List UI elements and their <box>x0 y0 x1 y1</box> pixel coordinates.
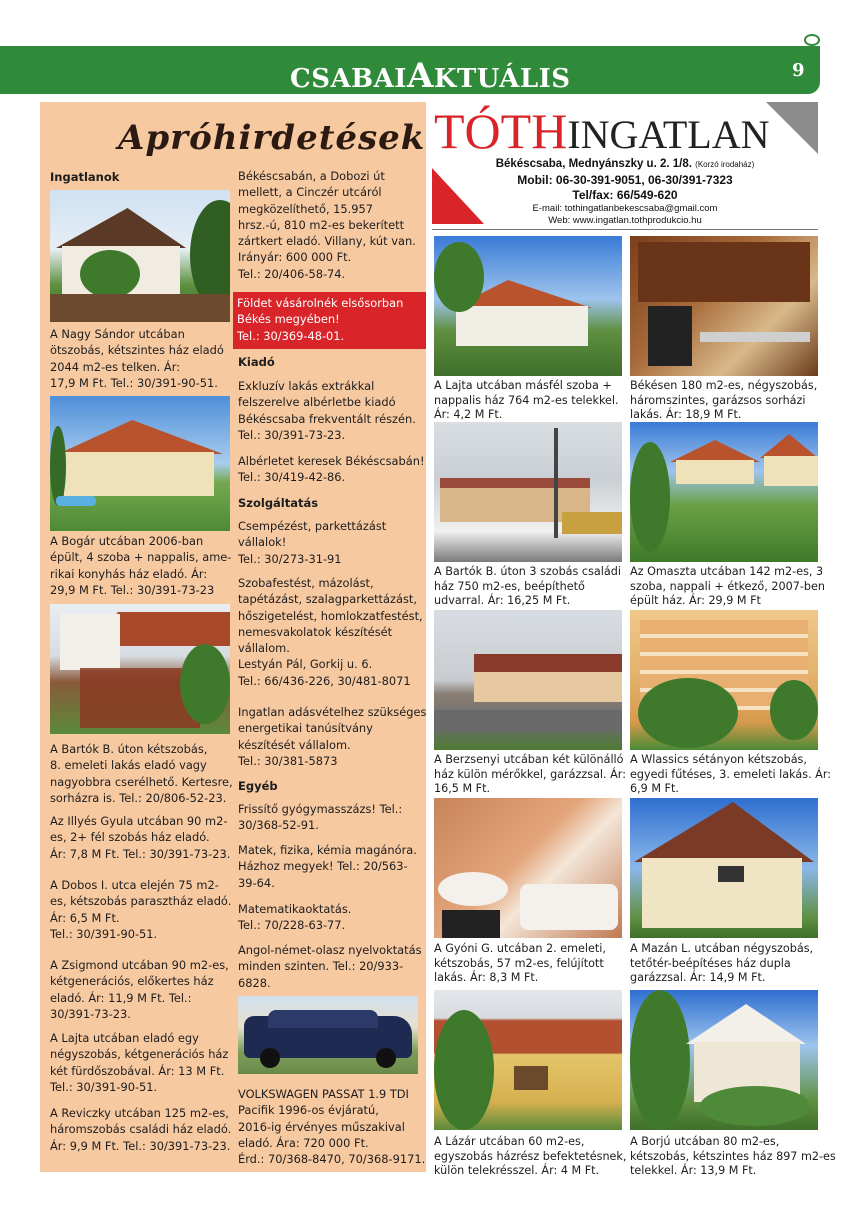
listing-caption-8: A Mazán L. utcában négyszobás, tetőtér-beépítéses ház dupla garázzsal. Ár: 14,9 M Ft. <box>630 942 814 985</box>
listing-caption-1: A Lajta utcában másfél szoba + nappalis ház 764 m2-es telekkel. Ár: 4,2 M Ft. <box>434 379 619 422</box>
ad-zsigmond: A Zsigmond utcában 90 m2-es, kétgenerációs, előkertes ház eladó. Ár: 11,9 M Ft. Tel.: 30/391-73-23. <box>50 958 229 1021</box>
ad-zartkert: Békéscsabán, a Dobozi út mellett, a Cinczér utcáról megközelíthető, 15.957 hrsz.-ú, 810 m2-es bekerített zártkert eladó. Villany, kút van. Irányár: 600 000 Ft. Tel.: 20/406-58-74. <box>238 169 416 281</box>
page-number: 9 <box>792 60 805 81</box>
ad-photo-house-1 <box>50 190 230 322</box>
ad-nagy-sandor: A Nagy Sándor utcában ötszobás, kétszintes ház eladó 2044 m2-es telken. Ár: 17,9 M Ft. Tel.: 30/391-90-51. <box>50 327 224 390</box>
listing-caption-9: A Lázár utcában 60 m2-es, egyszobás házrész befektetésnek, külön telekrésszel. Ár: 4 M Ft. <box>434 1135 627 1178</box>
ad-photo-house-3 <box>50 604 230 734</box>
listing-photo-4 <box>630 422 818 562</box>
wanted-land-box <box>233 292 426 349</box>
listing-caption-4: Az Omaszta utcában 142 m2-es, 3 szoba, nappali + étkező, 2007-ben épült ház. Ár: 29,9 M Ft <box>630 565 825 608</box>
listing-caption-5: A Berzsenyi utcában két különálló ház külön mérőkkel, garázzsal. Ár: 16,5 M Ft. <box>434 753 626 796</box>
ad-photo-car <box>238 996 418 1074</box>
agency-name: TÓTHINGATLAN <box>434 103 770 159</box>
ad-massage: Frissítő gyógymasszázs! Tel.: 30/368-52-91. <box>238 802 403 833</box>
ad-rent-wanted: Albérletet keresek Békéscsabán! Tel.: 30/419-42-86. <box>238 454 425 485</box>
agency-web: Web: www.ingatlan.tothprodukcio.hu <box>548 215 702 226</box>
ad-bartok-flat: A Bartók B. úton kétszobás, 8. emeleti lakás eladó vagy nagyobbra cserélhető. Kertesre, sorházra is. Tel.: 20/806-52-23. <box>50 742 233 805</box>
listing-photo-2 <box>630 236 818 376</box>
section-heading-szolgaltatas: Szolgáltatás <box>238 496 319 510</box>
listing-photo-7 <box>434 798 622 938</box>
agency-address: Békéscsaba, Mednyánszky u. 2. 1/8. (Korzó irodaház) <box>495 158 755 170</box>
ad-bogar: A Bogár utcában 2006-ban épült, 4 szoba + nappalis, ame- rikai konyhás ház eladó. Ár: 29,9 M Ft. Tel.: 30/391-73-23 <box>50 534 232 597</box>
agency-email: E-mail: tothingatlanbekescsaba@gmail.com <box>532 203 718 214</box>
ad-vw-passat: VOLKSWAGEN PASSAT 1.9 TDI Pacifik 1996-os évjáratú, 2016-ig érvényes műszakival eladó. Ára: 720 000 Ft. Érd.: 70/368-8470, 70/368-9171. <box>238 1087 426 1167</box>
listing-caption-2: Békésen 180 m2-es, négyszobás, háromszintes, garázsos sorházi lakás. Ár: 18,9 M Ft. <box>630 379 818 422</box>
divider <box>432 229 818 230</box>
magazine-title: CSABAIAKTUÁLIS <box>290 56 571 96</box>
listing-caption-7: A Gyóni G. utcában 2. emeleti, kétszobás, 57 m2-es, felújított lakás. Ár: 8,3 M Ft. <box>434 942 606 985</box>
listing-photo-5 <box>434 610 622 750</box>
ad-illyes: Az Illyés Gyula utcában 90 m2- es, 2+ fél szobás ház eladó. Ár: 7,8 M Ft. Tel.: 30/391-73-23. <box>50 814 231 861</box>
classifieds-title: Apróhirdetések <box>118 118 426 158</box>
ad-tutoring: Matek, fizika, kémia magánóra. Házhoz megyek! Tel.: 20/563- 39-64. <box>238 843 417 890</box>
section-heading-ingatlanok: Ingatlanok <box>50 170 120 184</box>
agency-telfax: Tel/fax: 66/549-620 <box>572 188 678 202</box>
listing-photo-10 <box>630 990 818 1130</box>
listing-caption-3: A Bartók B. úton 3 szobás családi ház 750 m2-es, beépíthető udvarral. Ár: 16,25 M Ft. <box>434 565 621 608</box>
ad-dobos: A Dobos I. utca elején 75 m2- es, kétszobás parasztház eladó. Ár: 6,5 M Ft. Tel.: 30/391-90-51. <box>50 878 232 941</box>
listing-photo-8 <box>630 798 818 938</box>
ad-languages: Angol-német-olasz nyelvoktatás minden szinten. Tel.: 20/933- 6828. <box>238 943 422 990</box>
listing-photo-1 <box>434 236 622 376</box>
swirl-icon <box>804 34 820 46</box>
section-heading-egyeb: Egyéb <box>238 779 278 793</box>
ad-painting: Szobafestést, mázolást, tapétázást, szalagparkettázást, hőszigetelést, homlokzatfestést, nemesvakolatok készítését vállalom. Lestyán Pál, Gorkij u. 6. Tel.: 66/436-226, 30/481-8071 <box>238 576 423 688</box>
agency-logo-block <box>432 102 818 230</box>
ad-lajta-4room: A Lajta utcában eladó egy négyszobás, kétgenerációs ház két fürdőszobával. Ár: 13 M Ft. Tel.: 30/391-90-51. <box>50 1031 229 1094</box>
listing-photo-6 <box>630 610 818 750</box>
agency-mobile: Mobil: 06-30-391-9051, 06-30/391-7323 <box>517 173 733 187</box>
ad-wanted-land: Földet vásárolnék elsősorban Békés megyében! Tel.: 30/369-48-01. <box>237 296 404 343</box>
listing-photo-9 <box>434 990 622 1130</box>
logo-triangle-grey <box>766 102 818 154</box>
listing-photo-3 <box>434 422 622 562</box>
ad-tiling: Csempézést, parkettázást vállalok! Tel.: 30/273-31-91 <box>238 519 387 566</box>
ad-exclusive-flat: Exkluzív lakás extrákkal felszerelve albérletbe kiadó Békéscsaba frekventált részén. Tel.: 30/391-73-23. <box>238 379 416 442</box>
ad-reviczky: A Reviczky utcában 125 m2-es, háromszobás családi ház eladó. Ár: 9,9 M Ft. Tel.: 30/391-73-23. <box>50 1106 232 1153</box>
listing-caption-10: A Borjú utcában 80 m2-es, kétszobás, kétszintes ház 897 m2-es telekkel. Ár: 13,9 M Ft. <box>630 1135 836 1178</box>
ad-photo-house-2 <box>50 396 230 531</box>
listing-caption-6: A Wlassics sétányon kétszobás, egyedi fűtéses, 3. emeleti lakás. Ár: 6,9 M Ft. <box>630 753 832 796</box>
ad-math: Matematikaoktatás. Tel.: 70/228-63-77. <box>238 902 352 933</box>
ad-energy-cert: Ingatlan adásvételhez szükséges energetikai tanúsítvány készítését vállalom. Tel.: 30/381-5873 <box>238 705 427 768</box>
section-heading-kiado: Kiadó <box>238 355 275 369</box>
